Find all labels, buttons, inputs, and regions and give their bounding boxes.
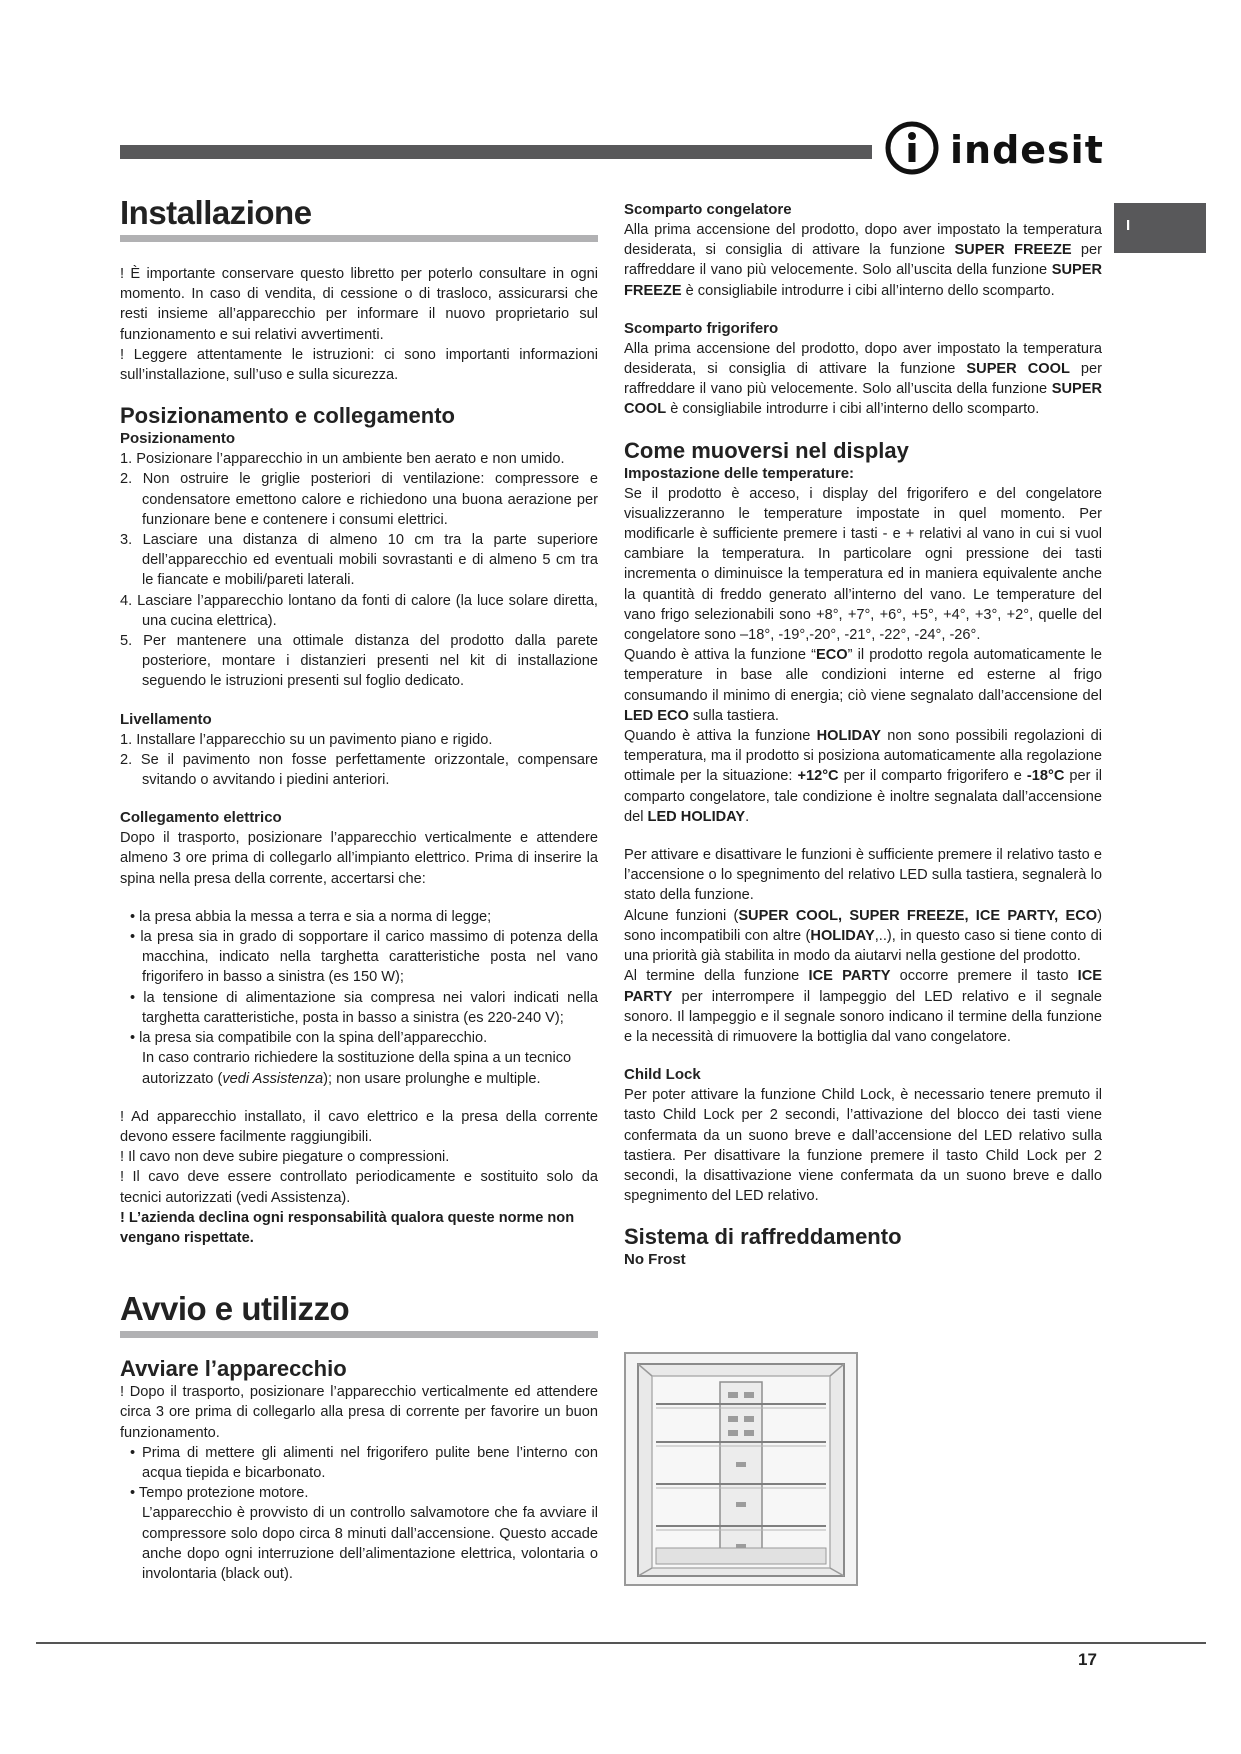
installazione-title: Installazione [120, 194, 312, 231]
text-run: ); non usare prolunghe e multiple. [323, 1070, 541, 1087]
list-item: 1. Posizionare l’apparecchio in un ambiente ben aerato e non umido. [120, 451, 565, 468]
text-run: per raffreddare il vano più velocemente. Solo all’uscita della funzione [624, 361, 1103, 398]
funzioni-paragraph: Per attivare e disattivare le funzioni è sufficiente premere il relativo tasto e l’accensione o lo spegnimento del relativo LED sulla tastiera, segnalerà lo stato della funzione. [624, 847, 1102, 904]
collegamento-heading: Collegamento elettrico [120, 809, 282, 827]
display-paragraph: Se il prodotto è acceso, i display del frigorifero e del congelatore visualizzeranno le temperature impostate in quel momento. Per modificarle è sufficiente premere i tasti - e + relativi al vano in cui si vuol cambiare la temperatura. In particolare ogni pressione dei tasti incrementa o diminuisce la temperatura ed in maniera equivalente anche la quantità di freddo generato all’interno del vano. Le temperature del vano frigo selezionabili sono +8°, +7°, +6°, +5°, +4°, +3°, +2°, quelle del congelatore sono –18°, -19°,-20°, -21°, -22°, -24°, -26°. [624, 485, 1102, 644]
text-run: per interrompere il lampeggio del LED relativo e il segnale sonoro. Il lampeggio e il segnale sonoro indicano il termine della funzione e la necessità di rimuovere la bottiglia dal vano congelatore. [624, 988, 1102, 1045]
list-item: • la presa sia in grado di sopportare il carico massimo di potenza della macchina, indicato nella targhetta caratteristiche posta nel vano frigorifero in basso a sinistra (es 150 W); [130, 929, 598, 986]
ice-party-term: ICE PARTY [624, 968, 1102, 1005]
holiday-term: HOLIDAY [816, 728, 881, 745]
super-freeze-term: SUPER FREEZE [954, 242, 1072, 259]
brand-wordmark: indesit [950, 128, 1104, 172]
collegamento-contrary [120, 1048, 598, 1088]
super-cool-term: SUPER COOL [966, 361, 1070, 378]
avviare-bullet-1: • Prima di mettere gli alimenti nel frigorifero pulite bene l’interno con acqua tiepida e bicarbonato. [130, 1444, 598, 1481]
title-rule [120, 1331, 598, 1338]
list-item: 3. Lasciare una distanza di almeno 10 cm tra la parte superiore dell’apparecchio ed eventuali mobili sovrastanti e di almeno 5 cm tra le fiancate e mobili/pareti laterali. [120, 532, 598, 589]
language-tab: I [1114, 203, 1206, 253]
text-run: Alla prima accensione del prodotto, dopo aver impostato la temperatura desiderata, si consiglia di attivare la funzione [624, 340, 1102, 378]
text-run: ) sono incompatibili con altre ( [624, 907, 1102, 944]
note-4-warning: ! L’azienda declina ogni responsabilità qualora queste norme non vengano rispettate. [120, 1209, 575, 1246]
text-run: non sono possibili regolazioni di temperatura, ma il prodotto si posiziona automaticamente alla regolazione ottimale per la situazione: [624, 728, 1102, 785]
title-rule [120, 235, 598, 242]
sistema-subheading: No Frost [624, 1251, 686, 1269]
text-run: è consigliabile introdurre i cibi all’interno dello scomparto. [681, 282, 1055, 299]
eco-term: ECO [815, 647, 848, 664]
posizionamento-list [120, 449, 598, 691]
intro-paragraph-2: ! Leggere attentamente le istruzioni: ci sono importanti informazioni sull’installazione, sull’uso e sulla sicurezza. [120, 346, 598, 384]
eco-paragraph [624, 645, 1102, 726]
fridge-holiday-temp: +12°C [797, 768, 839, 785]
holiday-paragraph [624, 726, 1102, 827]
text-run: Alcune funzioni ( [624, 907, 739, 924]
livellamento-heading: Livellamento [120, 710, 212, 728]
page-number: 17 [1078, 1650, 1097, 1669]
super-cool-term: SUPER COOL [624, 381, 1102, 418]
text-run: Quando è attiva la funzione [624, 728, 817, 745]
fridge-interior-illustration [624, 1352, 858, 1586]
text-run: Quando è attiva la funzione “ [624, 647, 816, 664]
posizionamento-subheading: Posizionamento [120, 430, 236, 448]
avviare-bullet-2: • Tempo protezione motore. [130, 1485, 309, 1502]
avviare-motor-paragraph: L’apparecchio è provvisto di un controllo salvamotore che fa avviare il compressore solo dopo circa 8 minuti dall’accensione. Questo accade anche dopo ogni interruzione dell’alimentazione elettrica, volontaria o involontaria (black out). [142, 1505, 598, 1582]
list-item: 2. Non ostruire le griglie posteriori di ventilazione: compressore e condensatore emettono calore e richiedono una buona aerazione per funzionare bene e contenere i consumi elettrici. [120, 471, 598, 528]
note-2: ! Il cavo non deve subire piegature o compressioni. [120, 1149, 450, 1166]
assistenza-reference: vedi Assistenza [222, 1070, 324, 1087]
led-eco-term: LED ECO [624, 707, 689, 724]
display-heading: Come muoversi nel display [624, 437, 909, 463]
ice-party-term: ICE PARTY [808, 968, 891, 985]
indesit-logo-mark-icon [882, 118, 946, 178]
list-item: • la presa abbia la messa a terra e sia a norma di legge; [130, 908, 492, 925]
list-item: 1. Installare l’apparecchio su un pavimento piano e rigido. [120, 731, 493, 748]
list-item: • la presa sia compatibile con la spina dell’apparecchio. [130, 1030, 488, 1047]
note-1: ! Ad apparecchio installato, il cavo elettrico e la presa della corrente devono essere facilmente raggiungibili. [120, 1108, 598, 1145]
list-item: 5. Per mantenere una ottimale distanza del prodotto dalla parete posteriore, montare i distanzieri presenti nel kit di installazione seguendo le istruzioni presenti sul foglio dedicato. [120, 633, 598, 690]
collegamento-paragraph: Dopo il trasporto, posizionare l’apparecchio verticalmente e attendere almeno 3 ore prima di collegarlo all’impianto elettrico. Prima di inserire la spina nella presa della corrente, accertarsi che: [120, 830, 598, 887]
frigorifero-paragraph [624, 339, 1102, 420]
note-3: ! Il cavo deve essere controllato periodicamente e sostituito solo da tecnici autorizzati (vedi Assistenza). [120, 1169, 598, 1206]
text-run: per raffreddare il vano più velocemente. Solo all’uscita della funzione [624, 242, 1102, 279]
posizionamento-heading: Posizionamento e collegamento [120, 403, 455, 429]
led-holiday-term: LED HOLIDAY [647, 808, 746, 825]
function-list-term: SUPER COOL, SUPER FREEZE, ICE PARTY, ECO [738, 907, 1098, 924]
text-run: In caso contrario richiedere la sostituzione della spina a un tecnico autorizzato ( [142, 1050, 572, 1087]
congelatore-paragraph [624, 220, 1102, 301]
footer-rule [36, 1642, 1206, 1644]
text-run: per il comparto congelatore, tale condizione è inoltre segnalata dall’accensione del [624, 768, 1103, 825]
childlock-paragraph: Per poter attivare la funzione Child Lock, è necessario tenere premuto il tasto Child Lock per 2 secondi, l’attivazione del blocco dei tasti viene confermata da un suono breve e dall’accensione del LED relativo sulla tastiera. Per disattivare la funzione premere il tasto Child Lock per 2 secondi, la disattivazione viene confermata da un suono breve e dallo spegnimento del LED relativo. [624, 1087, 1102, 1205]
avviare-heading: Avviare l’apparecchio [120, 1356, 347, 1382]
text-run: . [745, 808, 750, 825]
livellamento-list [120, 730, 598, 791]
text-run: per il comparto frigorifero e [838, 768, 1027, 785]
avvio-title: Avvio e utilizzo [120, 1290, 350, 1328]
intro-paragraph-1: ! È importante conservare questo libretto per poterlo consultare in ogni momento. In caso di vendita, di cessione o di trasloco, assicurarsi che resti insieme all’apparecchio per informare il nuovo proprietario sul funzionamento e sui relativi avvertimenti. [120, 266, 598, 343]
list-item: • la tensione di alimentazione sia compresa nei valori indicati nella targhetta caratteristiche, posta in basso a sinistra (es 220-240 V); [130, 989, 598, 1026]
list-item: 4. Lasciare l’apparecchio lontano da fonti di calore (la luce solare diretta, una cucina elettrica). [120, 592, 598, 629]
text-run: ” il prodotto regola automaticamente le temperature in base alle condizioni interne ed esterne al frigo consumando il minimo di energia; ciò viene segnalato dall’accensione del [624, 647, 1102, 704]
text-run: ,..), in questo caso si tiene conto di una priorità già stabilita in modo da aiutarvi nella gestione del prodotto. [624, 927, 1102, 965]
frigorifero-heading: Scomparto frigorifero [624, 319, 779, 337]
congelatore-heading: Scomparto congelatore [624, 201, 792, 218]
text-run: Al termine della funzione [624, 968, 809, 985]
header-bar [120, 145, 872, 159]
super-freeze-term: SUPER FREEZE [624, 262, 1102, 299]
text-run: sulla tastiera. [688, 707, 779, 724]
holiday-term: HOLIDAY [810, 927, 875, 944]
display-subheading: Impostazione delle temperature: [624, 464, 855, 482]
freezer-holiday-temp: -18°C [1026, 768, 1065, 785]
left-column [120, 192, 598, 1584]
alcune-funzioni-paragraph [624, 906, 1102, 967]
text-run: occorre premere il tasto [890, 968, 1078, 985]
ice-party-paragraph [624, 966, 1102, 1047]
text-run: è consigliabile introdurre i cibi all’interno dello scomparto. [666, 401, 1040, 418]
avviare-paragraph: ! Dopo il trasporto, posizionare l’apparecchio verticalmente ed attendere circa 3 ore prima di collegarlo alla presa di corrente per favorire un buon funzionamento. [120, 1384, 598, 1441]
sistema-heading: Sistema di raffreddamento [624, 1224, 902, 1250]
list-item: 2. Se il pavimento non fosse perfettamente orizzontale, compensare svitando o avvitando i piedini anteriori. [120, 751, 598, 789]
right-column [624, 200, 1102, 1270]
indesit-logo [882, 118, 1102, 178]
text-run: Alla prima accensione del prodotto, dopo aver impostato la temperatura desiderata, si consiglia di attivare la funzione [624, 222, 1102, 259]
collegamento-bullets [120, 907, 598, 1048]
childlock-heading: Child Lock [624, 1066, 701, 1084]
no-frost-diagram [624, 1352, 858, 1586]
